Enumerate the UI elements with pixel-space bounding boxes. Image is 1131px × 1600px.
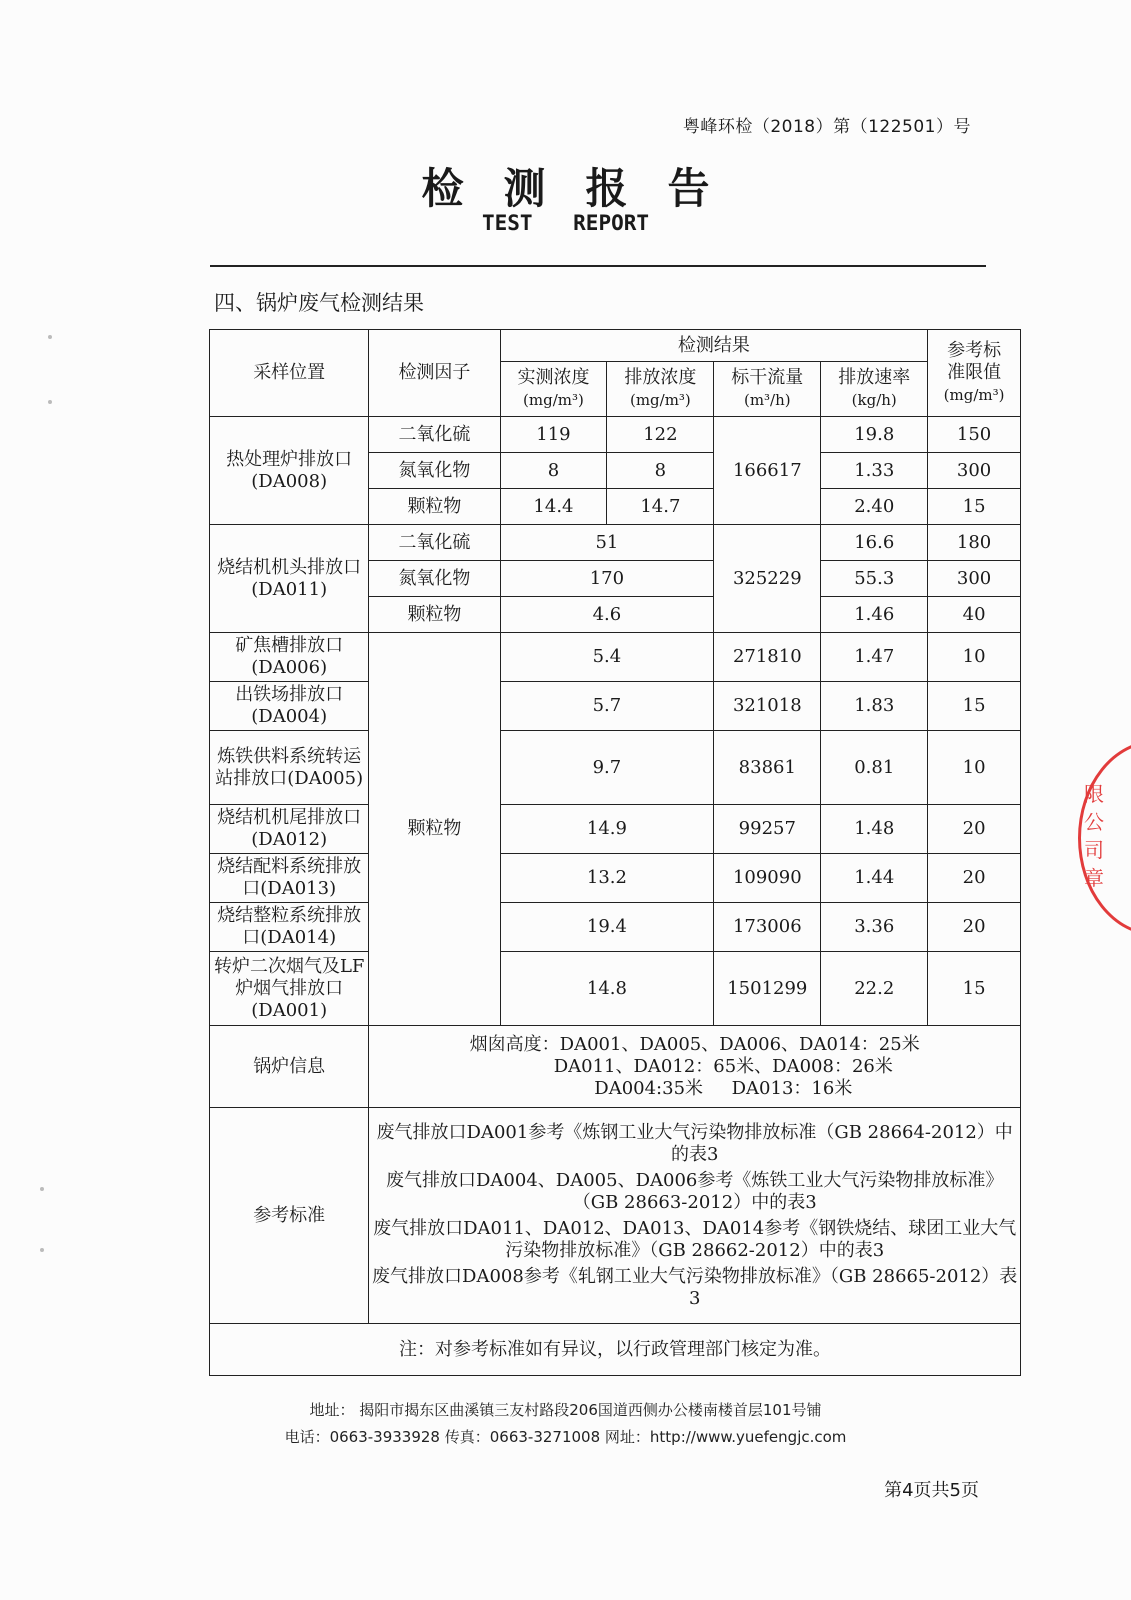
header-measured <box>500 362 607 417</box>
limit-cell: 300 <box>928 453 1021 489</box>
location-cell: 转炉二次烟气及LF炉烟气排放口(DA001) <box>210 952 369 1026</box>
location-cell: 烧结整粒系统排放口(DA014) <box>210 903 369 952</box>
location-cell: 烧结配料系统排放口(DA013) <box>210 854 369 903</box>
rate-cell: 0.81 <box>821 731 928 805</box>
standard-line: 废气排放口DA011、DA012、DA013、DA014参考《钢铁烧结、球团工业大气污染物排放标准》（GB 28662-2012）中的表3 <box>373 1217 1017 1261</box>
concentration-cell: 170 <box>500 561 714 597</box>
concentration-cell: 14.8 <box>500 952 714 1026</box>
header-limit-line1: 参考标 <box>947 340 1002 361</box>
rate-cell: 1.33 <box>821 453 928 489</box>
limit-cell: 20 <box>928 805 1021 854</box>
concentration-cell: 4.6 <box>500 597 714 633</box>
standard-line: 废气排放口DA004、DA005、DA006参考《炼铁工业大气污染物排放标准》（GB 28663-2012）中的表3 <box>386 1169 1004 1213</box>
flow-cell: 109090 <box>714 854 821 903</box>
limit-cell: 15 <box>928 952 1021 1026</box>
emission-cell: 14.7 <box>607 489 714 525</box>
page-number: 第4页共5页 <box>884 1480 979 1501</box>
header-emission-unit: (mg/m³) <box>629 391 691 409</box>
scan-speck <box>40 1248 44 1252</box>
scan-speck <box>48 335 52 339</box>
measured-cell: 119 <box>500 417 607 453</box>
rate-cell: 1.47 <box>821 633 928 682</box>
rate-cell: 1.44 <box>821 854 928 903</box>
rate-cell: 22.2 <box>821 952 928 1026</box>
boiler-info-line: 烟囱高度：DA001、DA005、DA006、DA014：25米 <box>469 1033 920 1055</box>
location-cell: 烧结机机尾排放口(DA012) <box>210 805 369 854</box>
limit-cell: 300 <box>928 561 1021 597</box>
factor-cell: 二氧化硫 <box>369 417 500 453</box>
location-cell: 炼铁供料系统转运站排放口(DA005) <box>210 731 369 805</box>
header-measured-label: 实测浓度 <box>517 367 590 388</box>
limit-cell: 10 <box>928 731 1021 805</box>
header-limit-unit: (mg/m³) <box>943 386 1005 404</box>
standards-content <box>369 1108 1021 1324</box>
table-note: 注：对参考标准如有异议，以行政管理部门核定为准。 <box>210 1324 1021 1376</box>
concentration-cell: 5.4 <box>500 633 714 682</box>
rate-cell: 1.46 <box>821 597 928 633</box>
rate-cell: 1.83 <box>821 682 928 731</box>
concentration-cell: 9.7 <box>500 731 714 805</box>
standards-label: 参考标准 <box>210 1108 369 1324</box>
limit-cell: 15 <box>928 489 1021 525</box>
limit-cell: 10 <box>928 633 1021 682</box>
company-seal-text: 限公司 章 <box>1084 782 1104 890</box>
rate-cell: 2.40 <box>821 489 928 525</box>
standard-line: 废气排放口DA008参考《轧钢工业大气污染物排放标准》（GB 28665-2012）表3 <box>372 1265 1018 1309</box>
header-limit <box>928 330 1021 417</box>
header-results: 检测结果 <box>500 330 928 362</box>
header-limit-line2: 准限值 <box>947 362 1002 383</box>
rate-cell: 19.8 <box>821 417 928 453</box>
footer-address: 地址： 揭阳市揭东区曲溪镇三友村路段206国道西侧办公楼南楼首层101号铺 <box>309 1401 822 1419</box>
limit-cell: 20 <box>928 854 1021 903</box>
header-emission <box>607 362 714 417</box>
results-table <box>209 329 1021 1376</box>
boiler-info-content <box>369 1026 1021 1108</box>
limit-cell: 150 <box>928 417 1021 453</box>
boiler-info-line: DA011、DA012：65米、DA008：26米 <box>496 1055 893 1077</box>
flow-cell: 325229 <box>714 525 821 633</box>
concentration-cell: 13.2 <box>500 854 714 903</box>
footer-contact: 电话：0663-3933928 传真：0663-3271008 网址：http://www.yuefengjc.com <box>284 1428 847 1446</box>
section-title: 四、锅炉废气检测结果 <box>214 291 424 315</box>
header-rate-label: 排放速率 <box>838 367 911 388</box>
factor-cell: 氮氧化物 <box>369 453 500 489</box>
header-rate-unit: (kg/h) <box>851 391 897 409</box>
boiler-info-label: 锅炉信息 <box>210 1026 369 1108</box>
measured-cell: 8 <box>500 453 607 489</box>
concentration-cell: 14.9 <box>500 805 714 854</box>
factor-cell: 颗粒物 <box>369 633 500 1026</box>
header-flow <box>714 362 821 417</box>
header-location: 采样位置 <box>210 330 369 417</box>
factor-cell: 颗粒物 <box>369 489 500 525</box>
header-flow-label: 标干流量 <box>731 367 804 388</box>
location-cell: 热处理炉排放口(DA008) <box>210 417 369 525</box>
rate-cell: 16.6 <box>821 525 928 561</box>
concentration-cell: 51 <box>500 525 714 561</box>
scan-speck <box>40 1187 44 1191</box>
limit-cell: 15 <box>928 682 1021 731</box>
emission-cell: 8 <box>607 453 714 489</box>
emission-cell: 122 <box>607 417 714 453</box>
rate-cell: 55.3 <box>821 561 928 597</box>
flow-cell: 271810 <box>714 633 821 682</box>
header-flow-unit: (m³/h) <box>743 391 791 409</box>
location-cell: 矿焦槽排放口(DA006) <box>210 633 369 682</box>
location-cell: 烧结机机头排放口(DA011) <box>210 525 369 633</box>
report-title: 检测报告 <box>421 164 750 213</box>
boiler-info-line: DA004:35米 DA013：16米 <box>537 1077 853 1099</box>
header-emission-label: 排放浓度 <box>624 367 697 388</box>
report-number: 粤峰环检（2018）第（122501）号 <box>682 117 971 137</box>
flow-cell: 166617 <box>714 417 821 525</box>
report-title-en: TEST REPORT <box>481 211 650 235</box>
factor-cell: 二氧化硫 <box>369 525 500 561</box>
limit-cell: 20 <box>928 903 1021 952</box>
standard-line: 废气排放口DA001参考《炼钢工业大气污染物排放标准（GB 28664-2012）中的表3 <box>376 1121 1013 1165</box>
flow-cell: 1501299 <box>714 952 821 1026</box>
header-rate <box>821 362 928 417</box>
flow-cell: 173006 <box>714 903 821 952</box>
header-divider <box>210 265 986 267</box>
scan-speck <box>48 400 52 404</box>
flow-cell: 83861 <box>714 731 821 805</box>
limit-cell: 40 <box>928 597 1021 633</box>
rate-cell: 1.48 <box>821 805 928 854</box>
limit-cell: 180 <box>928 525 1021 561</box>
header-factor: 检测因子 <box>369 330 500 417</box>
concentration-cell: 5.7 <box>500 682 714 731</box>
rate-cell: 3.36 <box>821 903 928 952</box>
measured-cell: 14.4 <box>500 489 607 525</box>
flow-cell: 99257 <box>714 805 821 854</box>
concentration-cell: 19.4 <box>500 903 714 952</box>
location-cell: 出铁场排放口(DA004) <box>210 682 369 731</box>
flow-cell: 321018 <box>714 682 821 731</box>
factor-cell: 氮氧化物 <box>369 561 500 597</box>
header-measured-unit: (mg/m³) <box>523 391 584 409</box>
factor-cell: 颗粒物 <box>369 597 500 633</box>
